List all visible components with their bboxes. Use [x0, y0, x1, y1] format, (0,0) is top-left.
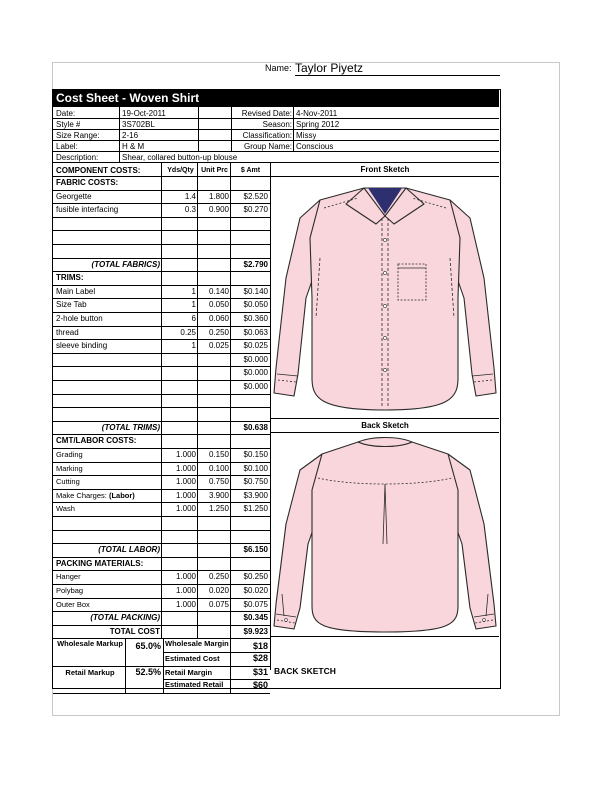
- date-value: 19-Oct-2011: [122, 109, 166, 118]
- classification-value: Missy: [296, 131, 317, 140]
- row-unit: 0.250: [208, 328, 229, 337]
- row-unit: 0.250: [208, 572, 229, 581]
- section-total-label: (TOTAL FABRICS): [91, 260, 160, 269]
- col-yds: Yds/Qty: [167, 167, 194, 174]
- section-total-value: $2.790: [243, 260, 268, 269]
- row-amt: $0.000: [243, 382, 268, 391]
- row-unit: 3.900: [208, 491, 229, 500]
- classification-label: Classification:: [242, 131, 292, 140]
- front-sketch-title: Front Sketch: [360, 165, 410, 174]
- size-value: 2-16: [122, 131, 139, 140]
- row-name: thread: [56, 328, 79, 337]
- row-unit: 0.100: [208, 464, 229, 473]
- row-name: Wash: [56, 504, 75, 513]
- row-amt: $0.750: [243, 477, 268, 486]
- wholesale-margin-label: Wholesale Margin: [165, 639, 229, 648]
- section-total-label: (TOTAL LABOR): [98, 545, 160, 554]
- retail-markup-label: Retail Markup: [65, 668, 115, 677]
- row-unit: 0.900: [208, 205, 229, 214]
- season-value: Spring 2012: [296, 120, 340, 129]
- row-name-text: Make Charges:: [56, 491, 109, 500]
- col-unit: Unit Prc: [201, 167, 228, 174]
- back-sketch-title: Back Sketch: [361, 421, 409, 430]
- row-qty: 1.000: [175, 491, 196, 500]
- retail-margin-value: $31: [252, 667, 268, 677]
- section-heading: TRIMS:: [56, 273, 84, 283]
- revised-label: Revised Date:: [241, 109, 292, 118]
- wholesale-markup-label: Wholesale Markup: [57, 639, 123, 648]
- row-amt: $3.900: [243, 491, 268, 500]
- section-heading: PACKING MATERIALS:: [56, 558, 144, 568]
- label-value: H & M: [122, 142, 145, 151]
- row-qty: [163, 381, 196, 392]
- row-unit: [198, 381, 229, 392]
- section-total-value: $0.345: [243, 613, 268, 622]
- row-name: Marking: [56, 464, 83, 473]
- row-amt: $0.075: [243, 600, 268, 609]
- estimated-retail-value: $60: [252, 680, 268, 690]
- total-cost-label: TOTAL COST: [109, 627, 160, 636]
- row-unit: 0.075: [208, 600, 229, 609]
- season-label: Season:: [262, 120, 292, 129]
- row-unit: 1.800: [208, 192, 229, 201]
- row-name: sleeve binding: [56, 341, 108, 350]
- row-qty: 1.000: [175, 586, 196, 595]
- section-total-label: (TOTAL TRIMS): [101, 423, 160, 432]
- revised-value: 4-Nov-2011: [296, 109, 338, 118]
- label-label: Label:: [56, 142, 78, 151]
- row-amt: $0.360: [243, 314, 268, 323]
- row-qty: 0.25: [180, 328, 196, 337]
- row-amt: $0.063: [243, 328, 268, 337]
- row-name: Cutting: [56, 477, 80, 486]
- description-value: Shear, collared button-up blouse: [122, 153, 238, 162]
- description-label: Description:: [56, 153, 99, 162]
- row-qty: 1: [191, 341, 196, 350]
- row-unit: 0.050: [208, 300, 229, 309]
- row-amt: $0.270: [243, 205, 268, 214]
- date-label: Date:: [56, 109, 76, 118]
- section-total-value: $6.150: [243, 545, 268, 554]
- row-amt: $0.025: [243, 341, 268, 350]
- wholesale-markup-value: 65.0%: [135, 641, 161, 651]
- row-qty: 1.4: [184, 192, 196, 201]
- size-label: Size Range:: [56, 131, 100, 140]
- row-qty: 6: [191, 314, 196, 323]
- name-value: Taylor Piyetz: [295, 61, 500, 76]
- row-amt: $0.150: [243, 450, 268, 459]
- row-name: Outer Box: [56, 600, 90, 609]
- estimated-retail-label: Estimated Retail: [165, 680, 224, 689]
- row-unit: 0.025: [208, 341, 229, 350]
- row-qty: 1.000: [175, 572, 196, 581]
- row-unit: 0.140: [208, 287, 229, 296]
- row-unit: [198, 354, 229, 365]
- cost-sheet: [52, 89, 501, 689]
- col-amt: $ Amt: [240, 167, 261, 174]
- row-unit: 0.750: [208, 477, 229, 486]
- row-name: Grading: [56, 450, 83, 459]
- estimated-cost-value: $28: [252, 653, 268, 663]
- retail-margin-label: Retail Margin: [165, 668, 213, 677]
- row-qty: 1.000: [175, 504, 196, 513]
- row-unit: 0.150: [208, 450, 229, 459]
- back-shirt-sketch: [272, 434, 498, 634]
- row-name: 2-hole button: [56, 314, 103, 323]
- row-qty: 1: [191, 287, 196, 296]
- section-heading: FABRIC COSTS:: [56, 178, 119, 187]
- row-amt: $1.250: [243, 504, 268, 513]
- group-label: Group Name:: [243, 142, 292, 151]
- section-heading: CMT/LABOR COSTS:: [56, 436, 137, 446]
- row-qty: 1: [191, 300, 196, 309]
- total-cost-value: $9.923: [243, 627, 268, 636]
- sheet-title: Cost Sheet - Woven Shirt: [53, 90, 499, 107]
- row-qty: 1.000: [175, 477, 196, 486]
- name-label: Name:: [265, 63, 292, 73]
- row-unit: [198, 367, 229, 378]
- row-qty: 1.000: [175, 450, 196, 459]
- style-label: Style #: [56, 120, 81, 129]
- row-amt: $0.000: [243, 355, 268, 364]
- back-sketch-label: BACK SKETCH: [274, 666, 336, 676]
- row-name: fusible interfacing: [56, 205, 119, 214]
- front-shirt-sketch: [272, 178, 498, 416]
- col-component: COMPONENT COSTS:: [56, 166, 141, 175]
- row-name: Polybag: [56, 586, 84, 595]
- row-amt: $0.250: [243, 572, 268, 581]
- row-qty: 1.000: [175, 600, 196, 609]
- row-name: [56, 490, 135, 501]
- row-amt: $0.020: [243, 586, 268, 595]
- row-qty: [163, 367, 196, 378]
- row-qty: [163, 354, 196, 365]
- row-amt: $0.140: [243, 287, 268, 296]
- row-amt: $0.050: [243, 300, 268, 309]
- row-amt: $0.000: [243, 368, 268, 377]
- row-unit: 0.020: [208, 586, 229, 595]
- row-name: Georgette: [56, 192, 92, 201]
- section-total-value: $0.638: [243, 423, 268, 432]
- row-name-bold: (Labor): [108, 491, 135, 500]
- row-qty: 0.3: [184, 205, 196, 214]
- row-unit: 1.250: [208, 504, 229, 513]
- name-line: [265, 61, 364, 75]
- estimated-cost-label: Estimated Cost: [165, 654, 220, 663]
- section-total-label: (TOTAL PACKING): [90, 613, 160, 622]
- row-name: Size Tab: [56, 300, 87, 309]
- row-qty: 1.000: [175, 464, 196, 473]
- group-value: Conscious: [296, 142, 334, 151]
- row-amt: $2.520: [243, 192, 268, 201]
- row-unit: 0.060: [208, 314, 229, 323]
- wholesale-margin-value: $18: [252, 641, 268, 651]
- row-name: Main Label: [56, 287, 96, 296]
- row-name: Hanger: [56, 572, 81, 581]
- row-amt: $0.100: [243, 464, 268, 473]
- retail-markup-value: 52.5%: [135, 667, 161, 677]
- style-value: 3S702BL: [122, 120, 155, 129]
